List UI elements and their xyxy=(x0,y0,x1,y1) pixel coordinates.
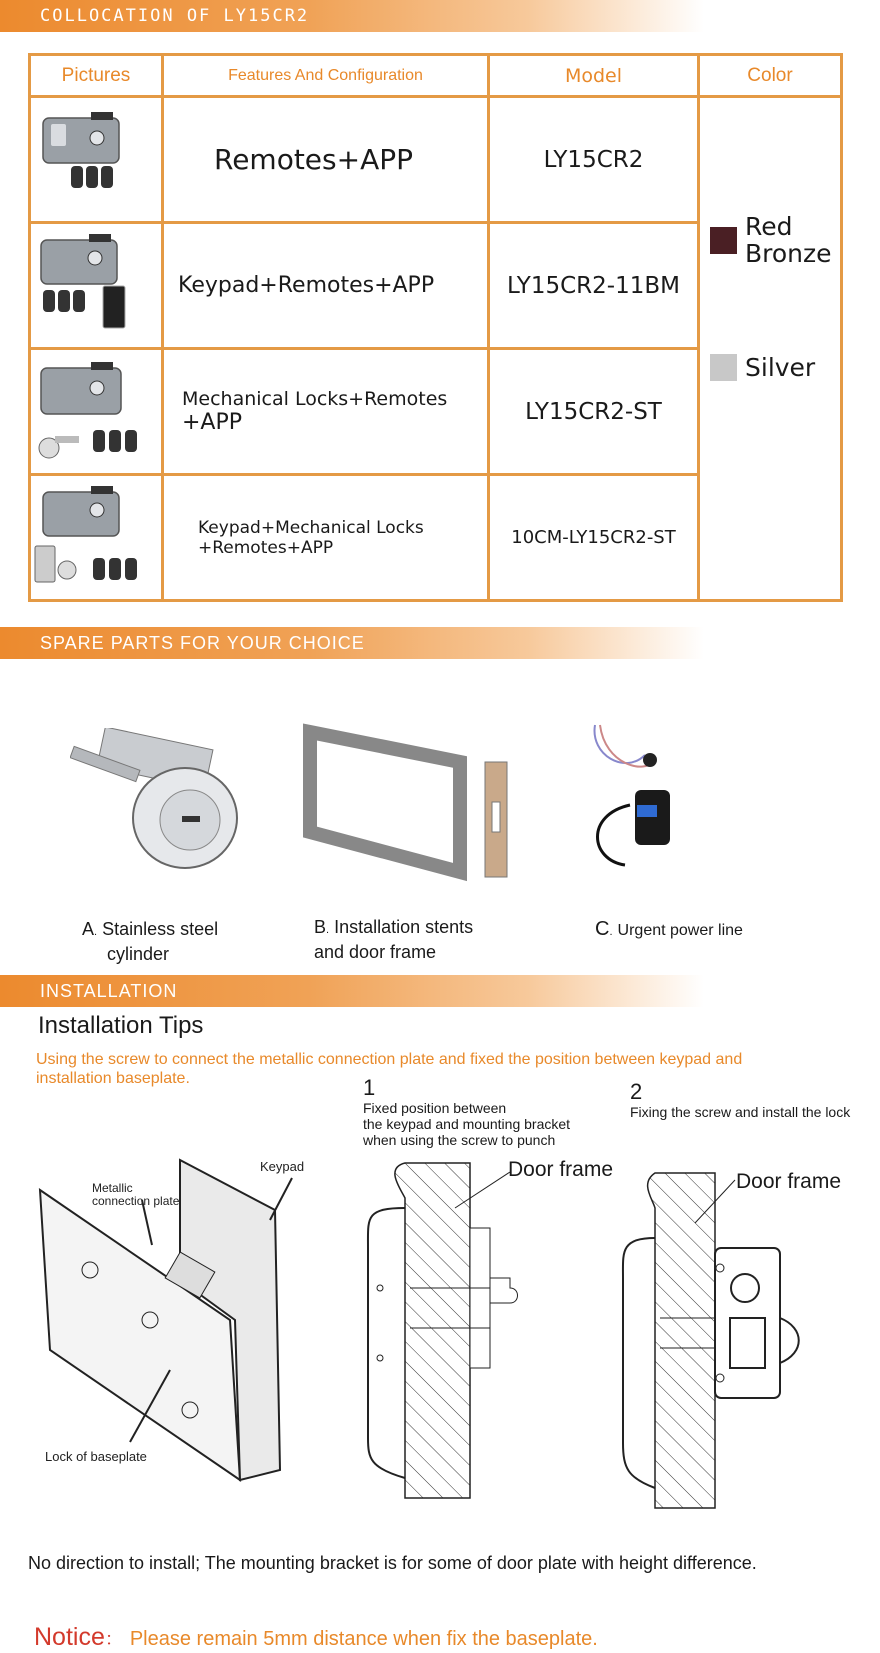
step2-installed-diagram xyxy=(620,1168,810,1513)
baseplate-label: Lock of baseplate xyxy=(45,1449,147,1464)
notice-text: Please remain 5mm distance when fix the baseplate. xyxy=(129,1628,598,1650)
installation-intro: Using the screw to connect the metallic connection plate and fixed the position between keypad and installation baseplate. xyxy=(36,1051,743,1087)
metallic-plate-label: Metallic connection plate xyxy=(92,1181,180,1208)
header-features: Features And Configuration xyxy=(163,55,489,97)
model-ly15cr2-st: LY15CR2-ST xyxy=(489,349,699,475)
product-image-2 xyxy=(30,223,163,349)
table-header-row xyxy=(30,55,842,97)
bronze-label: Bronze xyxy=(745,239,832,268)
feature-keypad-mechanical-remotes-app: Keypad+Mechanical Locks +Remotes+APP xyxy=(163,475,489,601)
installation-banner-title: INSTALLATION xyxy=(40,981,178,1001)
silver-label: Silver xyxy=(745,353,816,382)
table-row xyxy=(30,97,842,223)
stainless-cylinder-image xyxy=(70,728,250,878)
keypad-label: Keypad xyxy=(260,1159,305,1174)
color-option-silver xyxy=(710,354,815,381)
product-image-3 xyxy=(30,349,163,475)
model-ly15cr2: LY15CR2 xyxy=(489,97,699,223)
urgent-power-line-image xyxy=(585,715,695,875)
spare-parts-banner-title: SPARE PARTS FOR YOUR CHOICE xyxy=(40,633,365,653)
spare-part-a: A. Stainless steel cylinder xyxy=(82,919,219,964)
model-10cm-ly15cr2-st: 10CM-LY15CR2-ST xyxy=(489,475,699,601)
product-image-1 xyxy=(30,97,163,223)
notice: Notice： Please remain 5mm distance when fix the baseplate. xyxy=(34,1623,598,1651)
installation-tips-title: Installation Tips xyxy=(38,1012,204,1039)
installation-note: No direction to install; The mounting bracket is for some of door plate with height difference. xyxy=(28,1553,757,1573)
step1-text: 1 Fixed position between the keypad and mounting bracket when using the screw to punch xyxy=(363,1075,571,1148)
installation-stents-image xyxy=(300,722,520,882)
collocation-banner xyxy=(0,0,880,32)
collocation-banner-title: COLLOCATION OF LY15CR2 xyxy=(40,6,310,26)
color-options xyxy=(699,97,842,601)
spare-part-c: C. Urgent power line xyxy=(595,918,743,940)
installation-banner xyxy=(0,975,880,1007)
collocation-table xyxy=(28,53,843,602)
step1-cross-section-diagram xyxy=(360,1158,560,1508)
red-bronze-swatch xyxy=(710,227,737,254)
feature-mechanical-remotes-app: Mechanical Locks+Remotes +APP xyxy=(163,349,489,475)
notice-label: Notice xyxy=(34,1623,105,1651)
header-pictures: Pictures xyxy=(30,55,163,97)
silver-swatch xyxy=(710,354,737,381)
exploded-mount-diagram xyxy=(30,1150,330,1500)
door-frame-label-1: Door frame xyxy=(508,1158,614,1181)
feature-remotes-app: Remotes+APP xyxy=(163,97,489,223)
door-frame-label-2: Door frame xyxy=(736,1170,842,1193)
header-model: Model xyxy=(489,55,699,97)
spare-part-b: B. Installation stents and door frame xyxy=(314,917,474,962)
feature-keypad-remotes-app: Keypad+Remotes+APP xyxy=(163,223,489,349)
step2-text: 2 Fixing the screw and install the lock xyxy=(630,1079,851,1120)
step2-number: 2 xyxy=(630,1079,643,1104)
red-label: Red xyxy=(745,212,793,241)
product-image-4 xyxy=(30,475,163,601)
color-option-red-bronze xyxy=(710,213,832,267)
spare-parts-banner xyxy=(0,627,880,659)
step1-number: 1 xyxy=(363,1075,376,1100)
header-color: Color xyxy=(699,55,842,97)
model-ly15cr2-11bm: LY15CR2-11BM xyxy=(489,223,699,349)
